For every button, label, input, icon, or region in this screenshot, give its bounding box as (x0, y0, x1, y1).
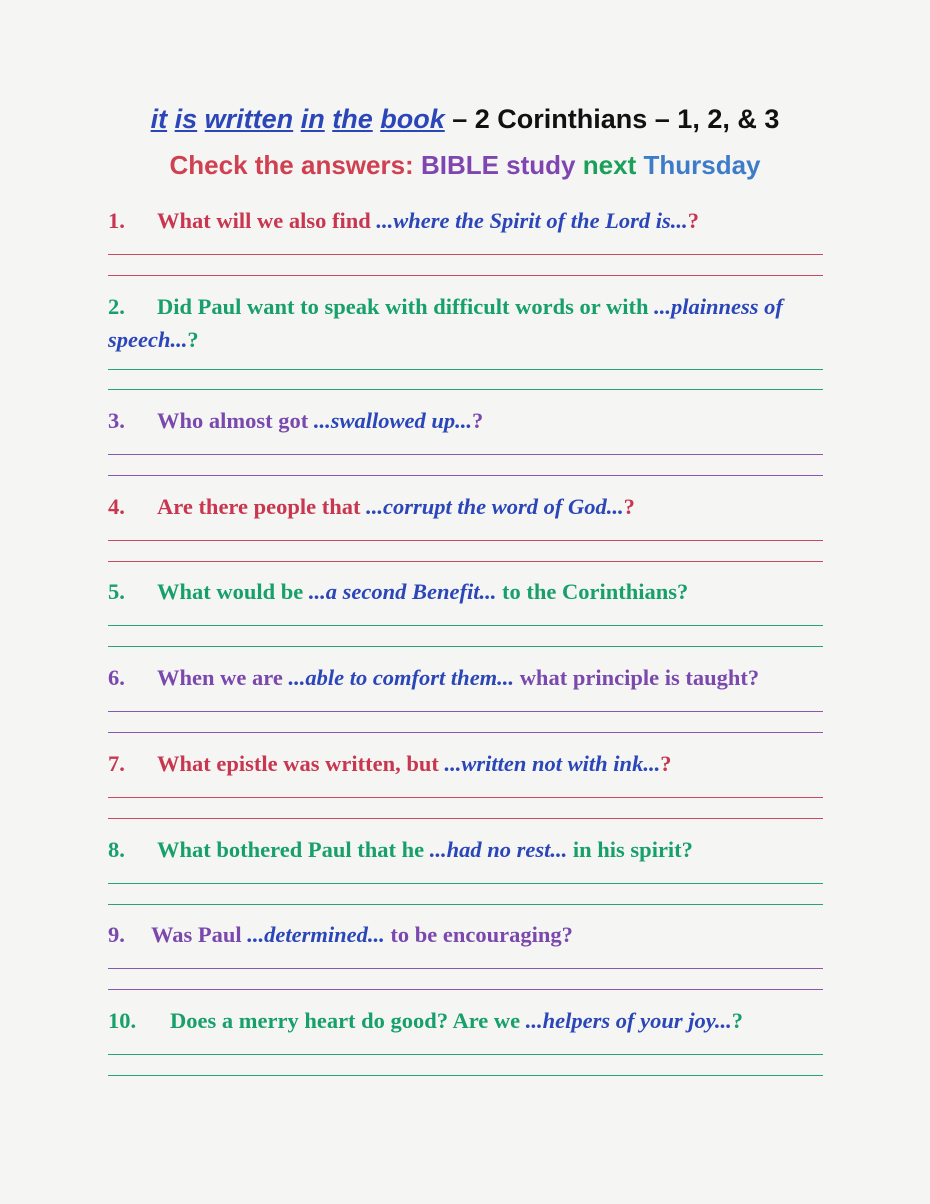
answer-line[interactable] (108, 818, 823, 819)
question-2 (108, 290, 823, 356)
question-text-end: to be encouraging? (384, 922, 573, 947)
question-text-end: in his spirit? (567, 837, 693, 862)
answer-line[interactable] (108, 711, 823, 712)
answer-line[interactable] (108, 968, 823, 969)
title-word: written (204, 104, 294, 134)
question-text-end: ? (731, 1008, 744, 1033)
answer-line[interactable] (108, 454, 823, 455)
answer-line[interactable] (108, 625, 823, 626)
title-word: is (174, 104, 198, 134)
answer-line[interactable] (108, 883, 823, 884)
question-5 (108, 575, 823, 608)
title-word: book (380, 104, 445, 134)
question-text: What would be (157, 579, 309, 604)
subtitle-check: Check the answers: (169, 150, 414, 180)
question-text: What epistle was written, but (157, 751, 445, 776)
scripture-quote: ...helpers of your joy... (525, 1008, 732, 1033)
subtitle-next: next (582, 150, 637, 180)
scripture-quote: ...written not with ink... (444, 751, 661, 776)
question-number: 5. (108, 579, 125, 604)
question-8 (108, 833, 823, 866)
question-7 (108, 747, 823, 780)
question-9 (108, 918, 823, 951)
question-text: When we are (157, 665, 289, 690)
answer-line[interactable] (108, 732, 823, 733)
question-text: Was Paul (151, 922, 248, 947)
question-10 (108, 1004, 823, 1037)
answer-line[interactable] (108, 904, 823, 905)
worksheet-title (0, 104, 930, 135)
title-word: the (332, 104, 373, 134)
question-text: Did Paul want to speak with difficult words or with (157, 294, 655, 319)
question-text-end: ? (187, 327, 199, 352)
question-number: 6. (108, 665, 125, 690)
scripture-quote: ...plainness of speech... (108, 294, 783, 352)
answer-line[interactable] (108, 475, 823, 476)
question-number: 3. (108, 408, 125, 433)
question-text-end: ? (472, 408, 484, 433)
scripture-quote: ...determined... (247, 922, 385, 947)
question-number: 10. (108, 1008, 137, 1033)
scripture-quote: ...a second Benefit... (308, 579, 497, 604)
scripture-quote: ...corrupt the word of God... (366, 494, 624, 519)
subtitle-thursday: Thursday (643, 150, 761, 180)
question-text-end: ? (623, 494, 635, 519)
answer-line[interactable] (108, 1054, 823, 1055)
answer-line[interactable] (108, 275, 823, 276)
question-text: What will we also find (157, 208, 377, 233)
question-text-end: ? (660, 751, 672, 776)
answer-line[interactable] (108, 540, 823, 541)
answer-line[interactable] (108, 1075, 823, 1076)
scripture-quote: ...where the Spirit of the Lord is... (376, 208, 688, 233)
answer-line[interactable] (108, 561, 823, 562)
title-reference: – 2 Corinthians – 1, 2, & 3 (452, 104, 780, 134)
question-number: 1. (108, 208, 125, 233)
question-text: Are there people that (157, 494, 367, 519)
scripture-quote: ...had no rest... (429, 837, 568, 862)
question-text-end: to the Corinthians? (496, 579, 689, 604)
question-text: Does a merry heart do good? Are we (170, 1008, 526, 1033)
question-text-end: ? (687, 208, 699, 233)
question-number: 4. (108, 494, 125, 519)
answer-line[interactable] (108, 369, 823, 370)
answer-line[interactable] (108, 989, 823, 990)
answer-line[interactable] (108, 646, 823, 647)
question-text: Who almost got (157, 408, 314, 433)
question-text-end: what principle is taught? (514, 665, 760, 690)
question-number: 2. (108, 294, 125, 319)
title-word: it (150, 104, 168, 134)
question-1 (108, 204, 823, 237)
title-word: in (300, 104, 325, 134)
answer-line[interactable] (108, 389, 823, 390)
scripture-quote: ...able to comfort them... (288, 665, 515, 690)
scripture-quote: ...swallowed up... (313, 408, 473, 433)
question-number: 8. (108, 837, 125, 862)
question-text: What bothered Paul that he (157, 837, 430, 862)
subtitle-bible: BIBLE study (420, 150, 576, 180)
question-6 (108, 661, 823, 694)
question-number: 9. (108, 922, 125, 947)
question-number: 7. (108, 751, 125, 776)
question-4 (108, 490, 823, 523)
question-3 (108, 404, 823, 437)
answer-line[interactable] (108, 254, 823, 255)
answer-line[interactable] (108, 797, 823, 798)
worksheet-subtitle (0, 150, 930, 181)
